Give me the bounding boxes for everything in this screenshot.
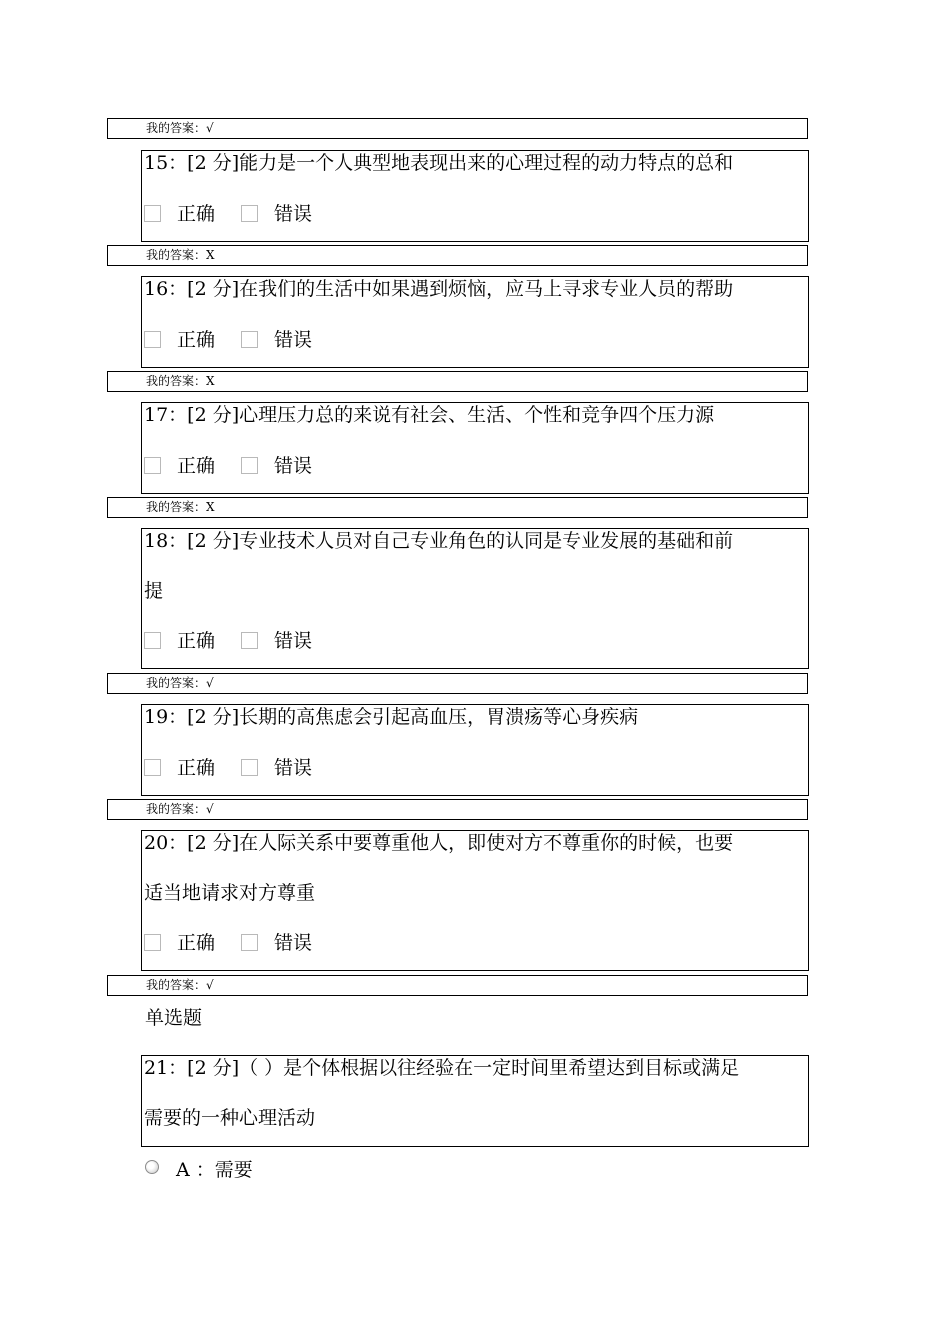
question-text: 20：[2 分]在人际关系中要尊重他人，即使对方不尊重你的时候，也要 — [144, 832, 734, 854]
option-label-true: 正确 — [177, 455, 216, 477]
checkbox-false[interactable] — [241, 457, 258, 474]
my-answer-20: 我的答案：√ — [107, 975, 808, 996]
option-label-false: 错误 — [274, 329, 313, 351]
my-answer-15: 我的答案：X — [107, 245, 808, 266]
option-label-true: 正确 — [177, 932, 216, 954]
checkbox-false[interactable] — [241, 759, 258, 776]
question-text: 19：[2 分]长期的高焦虑会引起高血压，胃溃疡等心身疾病 — [144, 706, 639, 728]
checkbox-true[interactable] — [144, 331, 161, 348]
section-title: 单选题 — [145, 1007, 203, 1029]
checkbox-true[interactable] — [144, 457, 161, 474]
option-label-true: 正确 — [177, 757, 216, 779]
question-text: 17：[2 分]心理压力总的来说有社会、生活、个性和竞争四个压力源 — [144, 404, 715, 426]
question-20 — [141, 830, 809, 971]
question-text-line2: 适当地请求对方尊重 — [144, 882, 316, 904]
checkbox-true[interactable] — [144, 632, 161, 649]
my-answer-17: 我的答案：X — [107, 497, 808, 518]
question-text-line2: 需要的一种心理活动 — [144, 1107, 316, 1129]
my-answer-16: 我的答案：X — [107, 371, 808, 392]
my-answer-14: 我的答案：√ — [107, 118, 808, 139]
my-answer-18: 我的答案：√ — [107, 673, 808, 694]
question-text-line2: 提 — [144, 580, 164, 602]
question-19 — [141, 704, 809, 796]
question-text: 16：[2 分]在我们的生活中如果遇到烦恼，应马上寻求专业人员的帮助 — [144, 278, 734, 300]
option-label-true: 正确 — [177, 630, 216, 652]
option-label-false: 错误 — [274, 455, 313, 477]
question-16 — [141, 276, 809, 368]
checkbox-false[interactable] — [241, 331, 258, 348]
question-17 — [141, 402, 809, 494]
my-answer-19: 我的答案：√ — [107, 799, 808, 820]
radio-option-a[interactable] — [145, 1160, 159, 1174]
checkbox-true[interactable] — [144, 759, 161, 776]
question-21 — [141, 1055, 809, 1147]
option-a-label: A ：需要 — [176, 1159, 253, 1181]
question-18 — [141, 528, 809, 669]
option-label-true: 正确 — [177, 203, 216, 225]
checkbox-true[interactable] — [144, 205, 161, 222]
option-label-false: 错误 — [274, 932, 313, 954]
option-label-false: 错误 — [274, 757, 313, 779]
option-label-true: 正确 — [177, 329, 216, 351]
checkbox-true[interactable] — [144, 934, 161, 951]
question-text: 18：[2 分]专业技术人员对自己专业角色的认同是专业发展的基础和前 — [144, 530, 734, 552]
checkbox-false[interactable] — [241, 934, 258, 951]
option-label-false: 错误 — [274, 630, 313, 652]
question-15 — [141, 150, 809, 242]
checkbox-false[interactable] — [241, 632, 258, 649]
question-text: 21：[2 分]（ ）是个体根据以往经验在一定时间里希望达到目标或满足 — [144, 1057, 740, 1079]
checkbox-false[interactable] — [241, 205, 258, 222]
question-text: 15：[2 分]能力是一个人典型地表现出来的心理过程的动力特点的总和 — [144, 152, 734, 174]
option-label-false: 错误 — [274, 203, 313, 225]
